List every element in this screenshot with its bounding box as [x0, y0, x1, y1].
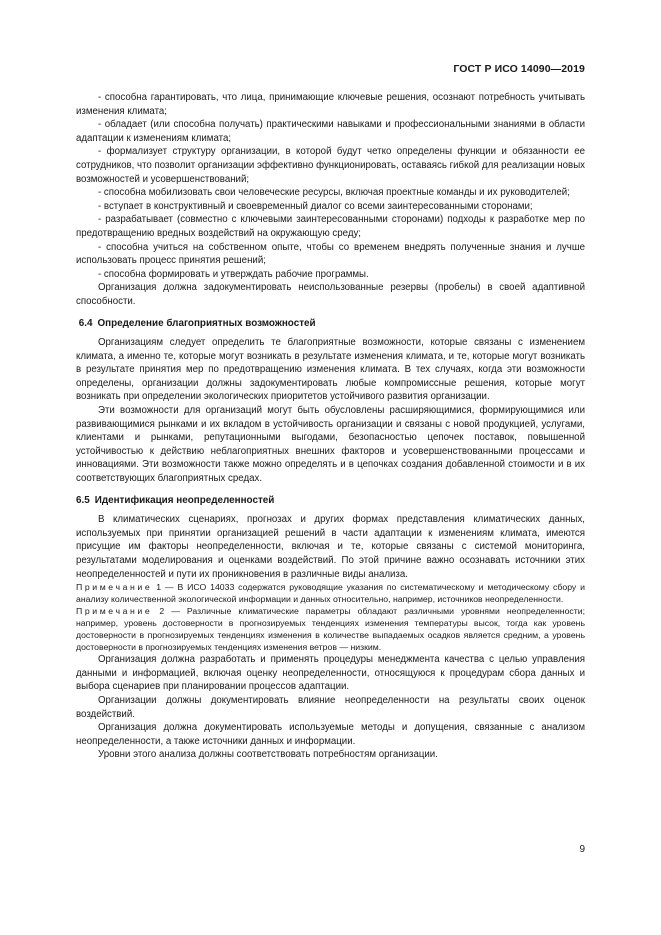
section-number: 6.4: [78, 317, 93, 329]
note-label: Примечание: [76, 582, 153, 593]
paragraph: Организациям следует определить те благоприятные возможности, которые связаны с изменением климата, а именно те, которые могут возникать в результате изменения климата, и те, которые могут возникать в результате принятия мер по предотвращению изменения климата. В тех случаях, когда эти возможности определены, организации должны задокументировать любые компромиссные решения, которые могут возникать при определении экологических приоритетов устойчивого развития организации.: [76, 337, 585, 403]
note-label: Примечание: [76, 606, 153, 617]
list-item: - вступает в конструктивный и своевременный диалог со всеми заинтересованными сторонами;: [98, 200, 533, 212]
list-item: - обладает (или способна получать) практическими навыками и профессиональными знаниями в области адаптации к изменениям климата;: [76, 119, 585, 144]
section-title: Определение благоприятных возможностей: [97, 317, 316, 329]
note-2: [76, 605, 585, 653]
section-number: 6.5: [76, 494, 90, 506]
page-number: 9: [579, 844, 585, 855]
note-number: 1: [156, 582, 162, 593]
note-text: — В ИСО 14033 содержатся руководящие указания по систематическому и методическому сбору и анализу количественной экологической информации и данных относительно, например, источников неопределенности.: [76, 582, 586, 605]
list-item: - разрабатывает (совместно с ключевыми заинтересованными сторонами) подходы к разработке мер по предотвращению вредных воздействий на окружающую среду;: [76, 214, 585, 239]
section-6-5-heading: [76, 494, 585, 508]
note-text: — Различные климатические параметры обладают различными уровнями неопределенности; например, уровень достоверности в прогнозируемых тенденциях изменения температуры высок, тогда как уровень достоверности в прогнозируемых тенденциях изменения в количестве выпадаемых осадков является средним, а уровень достоверности в прогнозируемых тенденциях изменения ветров — низким.: [76, 606, 585, 653]
list-item: - способна формировать и утверждать рабочие программы.: [98, 268, 369, 280]
list-item: - способна учиться на собственном опыте, чтобы со временем внедрять полученные знания и лучше использовать процесс принятия решений;: [76, 241, 585, 267]
section-title: Идентификация неопределенностей: [94, 494, 275, 506]
paragraph: Организации должны документировать влияние неопределенности на результаты своих оценок воздействий.: [76, 694, 585, 720]
paragraph-reserves: Организация должна задокументировать неиспользованные резервы (пробелы) в своей адаптивной способности.: [76, 282, 585, 307]
list-item: - способна гарантировать, что лица, принимающие ключевые решения, осознают потребность учитывать изменения климата;: [76, 92, 585, 117]
note-1: [76, 581, 585, 605]
paragraph: Организация должна разработать и применять процедуры менеджмента качества с целью управления данными и информацией, включая оценку неопределенности, относящуюся к процедурам сбора данных и выбора сценариев при планировании процессов адаптации.: [76, 654, 585, 693]
paragraph: В климатических сценариях, прогнозах и других формах представления климатических данных, используемых при принятии организацией решений в части адаптации к изменениям климата, имеются присущие им факторы неопределенности, включая и те, которые связаны с системой мониторинга, результатами моделирования и оценками воздействий. По этой причине важно осознавать источники этих неопределенностей и пути их проникновения в различные виды анализа.: [76, 514, 585, 580]
paragraph: Эти возможности для организаций могут быть обусловлены расширяющимися, формирующимися или развивающимися рынками и их вкладом в устойчивость организации и связаны с новой продукцией, услугами, клиентами и рынками, репутационными выгодами, безопасностью цепочек поставок, повышенной устойчивостью к действию неблагоприятных внешних факторов и усовершенствованными процессами и инновациями. Эти возможности также можно определять и в цепочках создания добавленной стоимости и в их соответствующих благоприятных средах.: [76, 405, 585, 485]
list-item: - формализует структуру организации, в которой будут четко определены функции и обязанности ее сотрудников, что позволит организации эффективно функционировать, оставаясь гибкой для реализации новых возможностей и усовершенствований;: [76, 146, 585, 185]
list-item: - способна мобилизовать свои человеческие ресурсы, включая проектные команды и их руководителей;: [98, 187, 570, 199]
document-body: [76, 91, 585, 762]
note-number: 2: [159, 606, 165, 617]
document-code: ГОСТ Р ИСО 14090—2019: [453, 63, 585, 75]
paragraph: Уровни этого анализа должны соответствовать потребностям организации.: [98, 749, 438, 761]
paragraph: Организация должна документировать используемые методы и допущения, связанные с анализом неопределенности, а также источники данных и информации.: [76, 722, 585, 747]
section-6-4-heading: [76, 317, 585, 331]
